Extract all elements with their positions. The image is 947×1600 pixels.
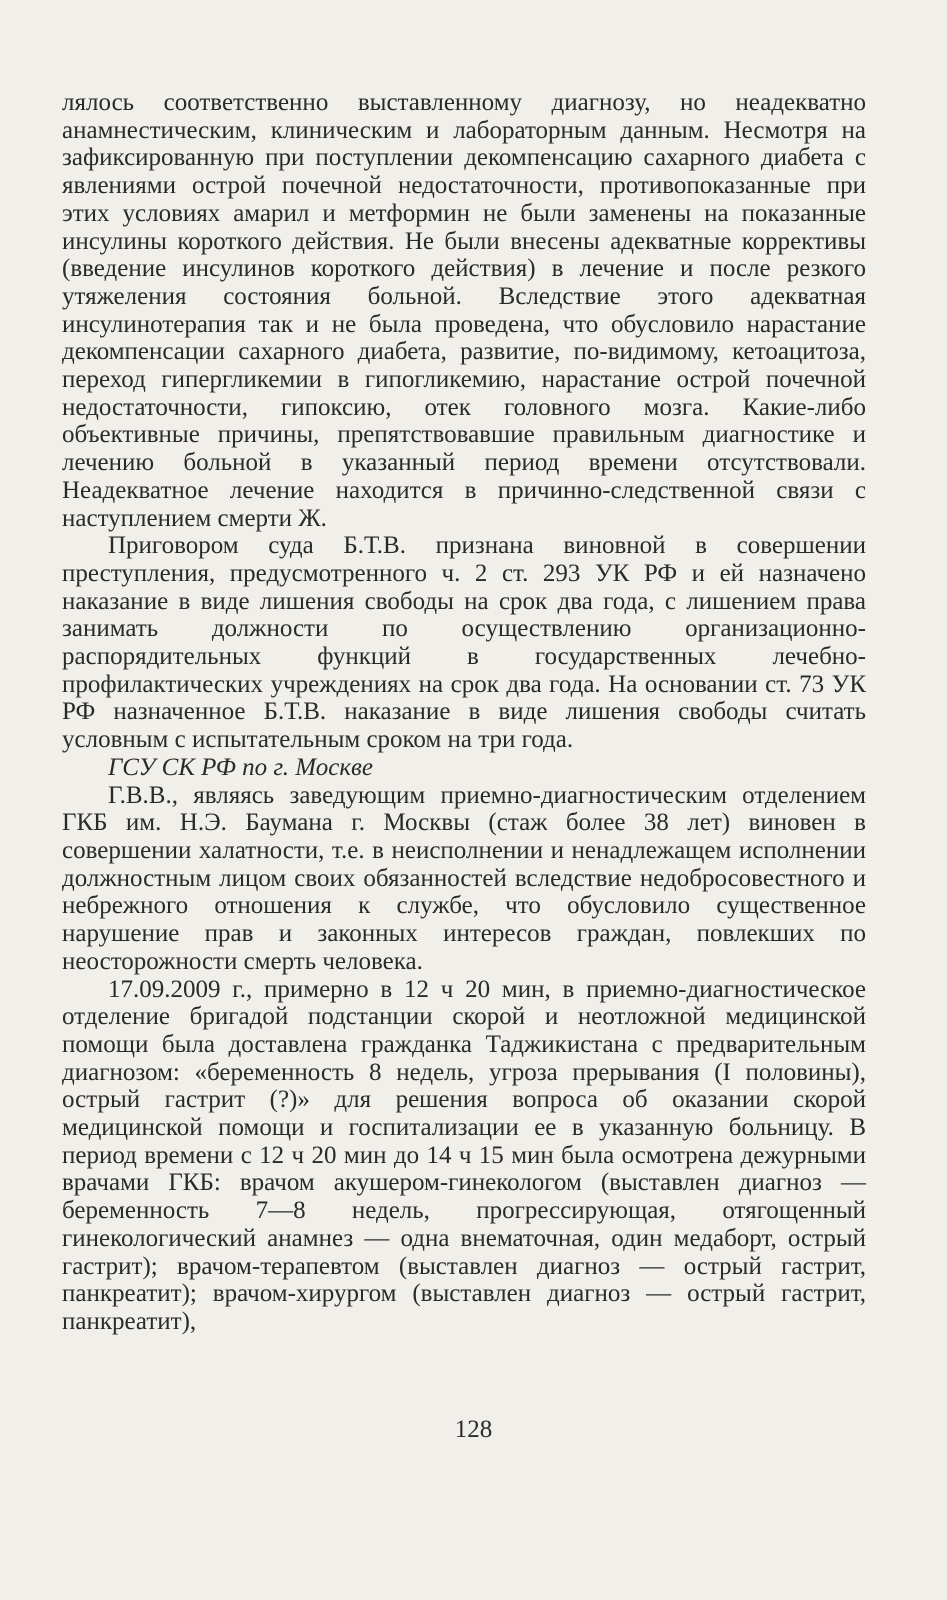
- paragraph-2: Приговором суда Б.Т.В. признана виновной в совершении преступления, предусмотренного ч. 2 ст. 293 УК РФ и ей назначено наказание в виде лишения свободы на срок два года, с лишением права занимать должности по осуществлению организационно-распорядительных функций в государственных лечебно-профилактических учреждениях на срок два года. На основании ст. 73 УК РФ назначенное Б.Т.В. наказание в виде лишения свободы считать условным с испытательным сроком на три года.: [62, 532, 866, 754]
- section-heading: ГСУ СК РФ по г. Москве: [108, 753, 374, 781]
- page-number: 128: [454, 1416, 493, 1443]
- paragraph-3: Г.В.В., являясь заведующим приемно-диагностическим отделением ГКБ им. Н.Э. Баумана г. Москвы (стаж более 38 лет) виновен в совершении халатности, т.е. в неисполнении и ненадлежащем исполнении должностным лицом своих обязанностей вследствие недобросовестного и небрежного отношения к службе, что обусловило существенное нарушение прав и законных интересов граждан, повлекших по неосторожности смерть человека.: [62, 781, 866, 975]
- body-text: [62, 89, 866, 1336]
- paragraph-4: 17.09.2009 г., примерно в 12 ч 20 мин, в приемно-диагностическое отделение бригадой подстанции скорой и неотложной медицинской помощи была доставлена гражданка Таджикистана с предварительным диагнозом: «беременность 8 недель, угроза прерывания (I половины), острый гастрит (?)» для решения вопроса об оказании скорой медицинской помощи и госпитализации ее в указанную больницу. В период времени с 12 ч 20 мин до 14 ч 15 мин была осмотрена дежурными врачами ГКБ: врачом акушером-гинекологом (выставлен диагноз — беременность 7—8 недель, прогрессирующая, отягощенный гинекологический анамнез — одна внематочная, один медаборт, острый гастрит); врачом-терапевтом (выставлен диагноз — острый гастрит, панкреатит); врачом-хирургом (выставлен диагноз — острый гастрит, панкреатит),: [62, 975, 866, 1335]
- paragraph-1: лялось соответственно выставленному диагнозу, но неадекватно анамнестическим, клиническим и лабораторным данным. Несмотря на зафиксированную при поступлении декомпенсацию сахарного диабета с явлениями острой почечной недостаточности, противопоказанные при этих условиях амарил и метформин не были заменены на показанные инсулины короткого действия. Не были внесены адекватные коррективы (введение инсулинов короткого действия) в лечение и после резкого утяжеления состояния больной. Вследствие этого адекватная инсулинотерапия так и не была проведена, что обусловило нарастание декомпенсации сахарного диабета, развитие, по-видимому, кетоацитоза, переход гипергликемии в гипогликемию, нарастание острой почечной недостаточности, гипоксию, отек головного мозга. Какие-либо объективные причины, препятствовавшие правильным диагностике и лечению больной в указанный период времени отсутствовали. Неадекватное лечение находится в причинно-следственной связи с наступлением смерти Ж.: [62, 89, 866, 532]
